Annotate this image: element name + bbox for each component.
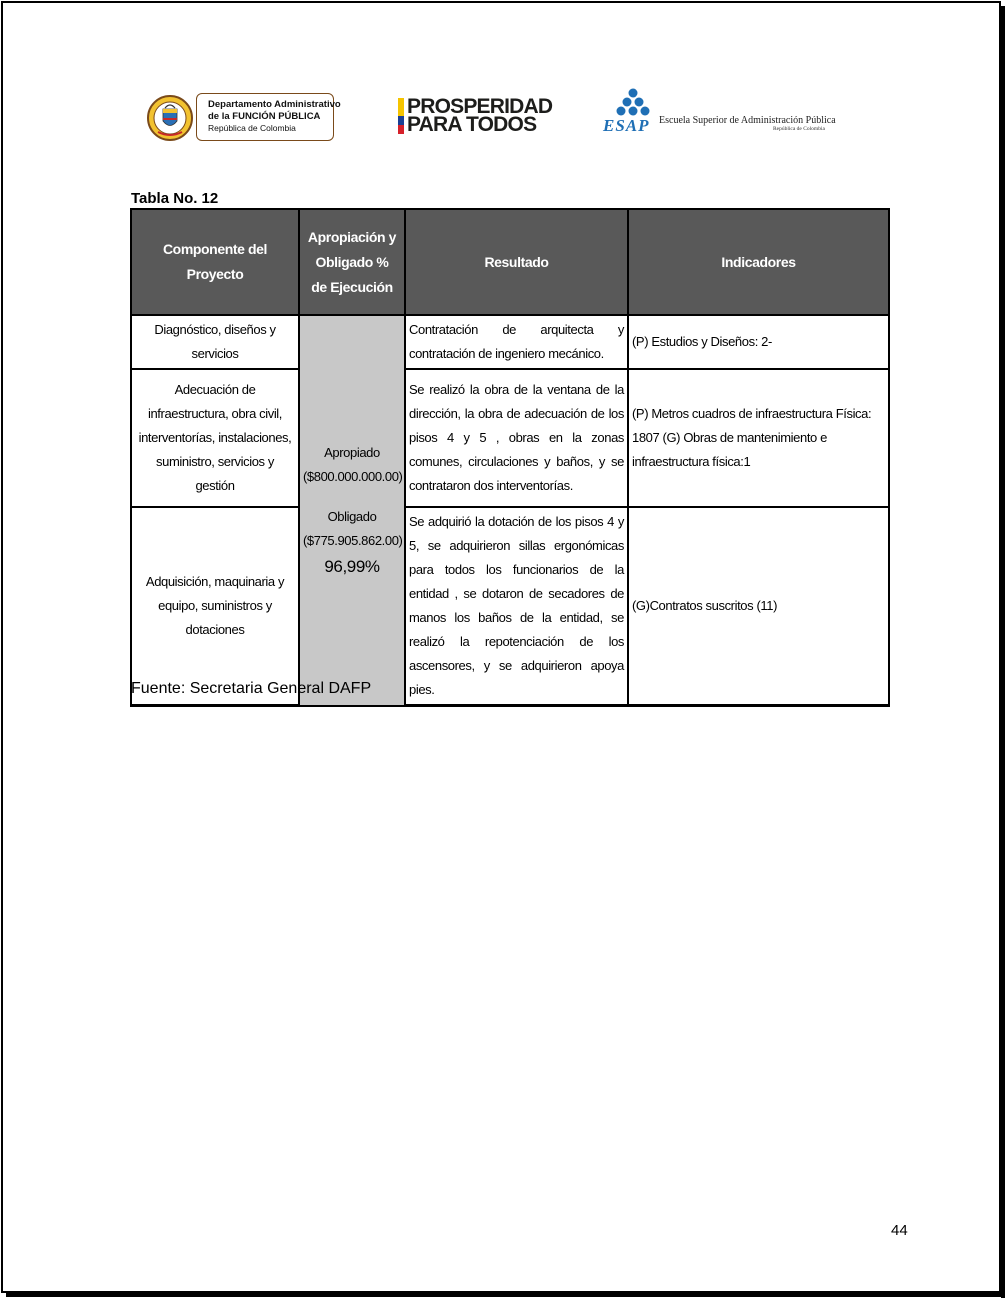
prosperidad-line2: PARA TODOS	[407, 113, 537, 136]
appropriated-label: Apropiado	[324, 445, 380, 461]
cell-result: Se realizó la obra de la ventana de la dirección, la obra de adecuación de los pisos 4 y 5 , obras en la zonas comunes, circulaciones y baños, y se contrataron dos interventorías.	[405, 369, 628, 507]
cell-budget	[299, 315, 405, 706]
esap-logo	[603, 88, 836, 138]
esap-name: Escuela Superior de Administración Pública	[659, 115, 836, 126]
header-budget: Apropiación y Obligado % de Ejecución	[299, 209, 405, 315]
flag-red-bar	[398, 125, 404, 134]
table-row	[131, 507, 889, 706]
dafp-country: República de Colombia	[208, 123, 296, 133]
page-number: 44	[891, 1222, 908, 1239]
table-row	[131, 369, 889, 507]
cell-component: Diagnóstico, diseños y servicios	[131, 315, 299, 369]
execution-percent: 96,99%	[324, 557, 380, 577]
cell-component: Adecuación de infraestructura, obra civil, interventorías, instalaciones, suministro, servicios y gestión	[131, 369, 299, 507]
table-row	[131, 315, 889, 369]
page-shadow	[6, 1293, 1005, 1297]
appropriated-value: ($800.000.000.00)	[303, 469, 403, 485]
colombia-coat-of-arms-icon	[146, 92, 194, 144]
table-header-row	[131, 209, 889, 315]
header-indicators: Indicadores	[628, 209, 889, 315]
dafp-name-line1: Departamento Administrativo	[208, 99, 341, 110]
obligated-value: ($775.905.862.00)	[303, 533, 403, 549]
source-note: Fuente: Secretaria General DAFP	[131, 680, 372, 697]
obligated-label: Obligado	[327, 509, 377, 525]
cell-indicators: (P) Estudios y Diseños: 2-	[628, 315, 889, 369]
header-component: Componente del Proyecto	[131, 209, 299, 315]
spacer	[303, 489, 401, 505]
cell-result: Contratación de arquitecta y contratación de ingeniero mecánico.	[405, 315, 628, 369]
table-caption: Tabla No. 12	[131, 190, 219, 207]
esap-country: República de Colombia	[773, 126, 825, 132]
project-table	[130, 208, 890, 707]
esap-acronym: ESAP	[603, 116, 650, 135]
page-shadow	[1001, 6, 1005, 1298]
cell-result: Se adquirió la dotación de los pisos 4 y 5, se adquirieron sillas ergonómicas para todos los funcionarios de la entidad , se dotaron de secadores de manos los baños de la entidad, se realizó la repotenciación de los ascensores, y se adquirieron apoya pies.	[405, 507, 628, 706]
dafp-name-line2: de la FUNCIÓN PÚBLICA	[208, 111, 321, 122]
dafp-logo	[144, 92, 341, 144]
esap-dots-icon	[611, 88, 655, 118]
header-result: Resultado	[405, 209, 628, 315]
cell-component: Adquisición, maquinaria y equipo, suministros y dotaciones	[131, 507, 299, 706]
cell-indicators: (P) Metros cuadros de infraestructura Física: 1807 (G) Obras de mantenimiento e infraestructura física:1	[628, 369, 889, 507]
cell-indicators: (G)Contratos suscritos (11)	[628, 507, 889, 706]
flag-yellow-bar	[398, 98, 404, 116]
prosperidad-line1: PROSPERIDAD	[407, 95, 553, 118]
flag-blue-bar	[398, 116, 404, 125]
prosperidad-logo	[398, 95, 553, 136]
